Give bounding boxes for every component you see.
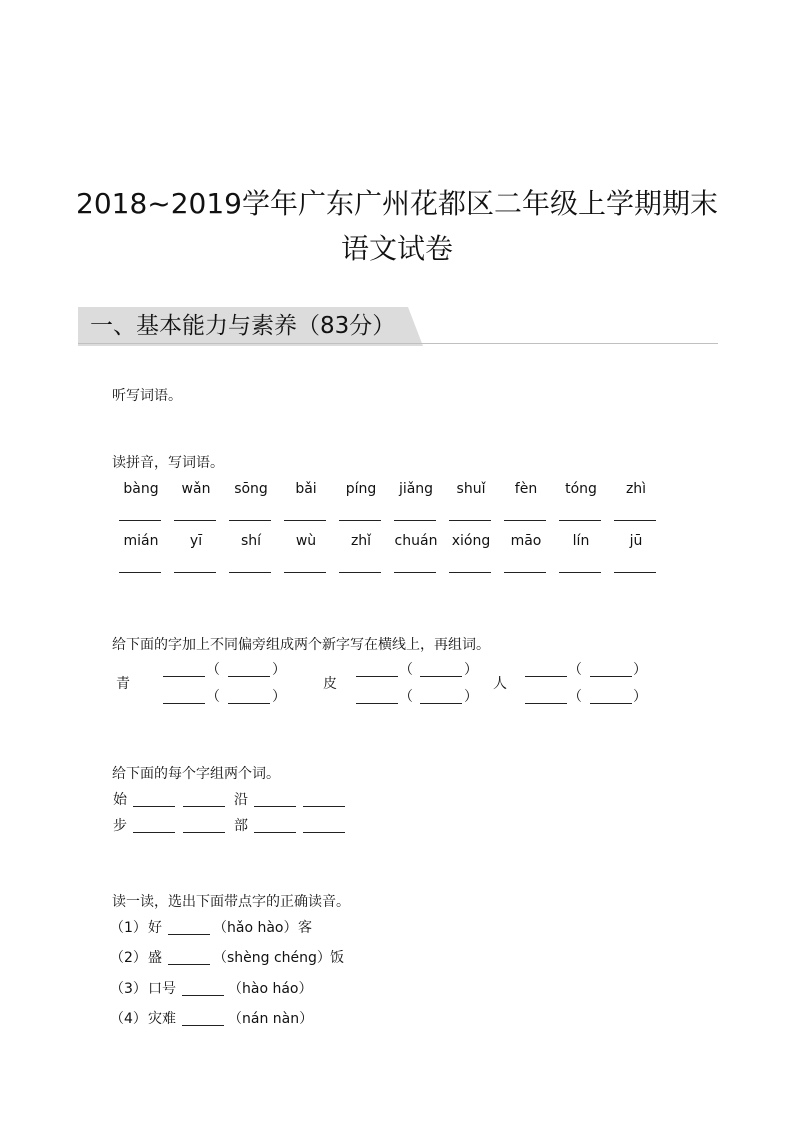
- pinyin-label: shuǐ: [456, 481, 486, 497]
- answer-blank[interactable]: [420, 703, 462, 704]
- pinyin-label: shí: [240, 533, 262, 549]
- answer-blank[interactable]: [394, 520, 436, 521]
- answer-blank[interactable]: [228, 703, 270, 704]
- pinyin-label: zhì: [625, 481, 647, 497]
- pinyin-label: fèn: [514, 481, 538, 497]
- item-tail: 客: [298, 920, 312, 936]
- pinyin-label: jiǎng: [398, 481, 434, 497]
- answer-blanks-row-1: [0, 520, 794, 521]
- paren-open: （: [568, 662, 582, 678]
- answer-blank[interactable]: [356, 703, 398, 704]
- answer-blank[interactable]: [174, 520, 216, 521]
- radical-char: 青: [116, 676, 130, 692]
- answer-blank[interactable]: [394, 572, 436, 573]
- paren-close: ）: [272, 689, 286, 705]
- q5-item-4: [110, 1011, 510, 1029]
- answer-blank[interactable]: [504, 572, 546, 573]
- pinyin-label: lín: [572, 533, 590, 549]
- item-word: 灾难: [148, 1011, 176, 1027]
- answer-blank[interactable]: [168, 934, 210, 935]
- paren-open: （: [399, 689, 413, 705]
- section-header-rule: [78, 343, 718, 344]
- answer-blank[interactable]: [614, 520, 656, 521]
- q5-item-2: [110, 950, 510, 968]
- q3-instruction: 给下面的字加上不同偏旁组成两个新字写在横线上，再组词。: [112, 637, 490, 653]
- pinyin-label: yī: [189, 533, 203, 549]
- answer-blank[interactable]: [163, 676, 205, 677]
- answer-blank[interactable]: [339, 572, 381, 573]
- item-tail: 饭: [330, 950, 344, 966]
- answer-blank[interactable]: [182, 1025, 224, 1026]
- answer-blank[interactable]: [182, 995, 224, 996]
- item-word: 口号: [148, 981, 176, 997]
- item-number: （4）: [110, 1011, 147, 1027]
- answer-blank[interactable]: [133, 806, 175, 807]
- item-number: （1）: [110, 920, 147, 936]
- item-number: （3）: [110, 981, 147, 997]
- q1-instruction: 听写词语。: [112, 388, 182, 404]
- item-number: （2）: [110, 950, 147, 966]
- paren-open: （: [399, 662, 413, 678]
- paren-open: （: [568, 689, 582, 705]
- section-title: 一、基本能力与素养（83分）: [90, 313, 396, 339]
- word-char: 步: [113, 818, 127, 834]
- pinyin-label: bàng: [123, 481, 159, 497]
- answer-blank[interactable]: [525, 703, 567, 704]
- pinyin-label: wǎn: [181, 481, 211, 497]
- item-word: 好: [148, 920, 162, 936]
- answer-blank[interactable]: [174, 572, 216, 573]
- paren-close: ）: [464, 662, 478, 678]
- answer-blank[interactable]: [119, 572, 161, 573]
- pinyin-label: jū: [629, 533, 643, 549]
- answer-blank[interactable]: [614, 572, 656, 573]
- pinyin-label: wù: [295, 533, 317, 549]
- item-options: （hǎo hào）: [213, 920, 298, 936]
- answer-blank[interactable]: [119, 520, 161, 521]
- item-options: （hào háo）: [228, 981, 313, 997]
- answer-blank[interactable]: [229, 572, 271, 573]
- paren-open: （: [206, 662, 220, 678]
- answer-blank[interactable]: [590, 676, 632, 677]
- word-char: 始: [113, 792, 127, 808]
- pinyin-label: xióng: [451, 533, 491, 549]
- pinyin-row-1: [111, 481, 671, 497]
- paren-close: ）: [272, 662, 286, 678]
- answer-blank[interactable]: [339, 520, 381, 521]
- item-options: （shèng chéng）: [213, 950, 331, 966]
- q5-instruction: 读一读，选出下面带点字的正确读音。: [112, 894, 350, 910]
- q2-instruction: 读拼音，写词语。: [112, 455, 224, 471]
- q5-item-3: [110, 981, 510, 999]
- answer-blank[interactable]: [163, 703, 205, 704]
- page-title-line2: 语文试卷: [340, 232, 453, 265]
- pinyin-row-2: [111, 533, 671, 549]
- answer-blank[interactable]: [254, 832, 296, 833]
- pinyin-label: tóng: [565, 481, 597, 497]
- word-char: 部: [234, 818, 248, 834]
- answer-blank[interactable]: [449, 520, 491, 521]
- paren-close: ）: [633, 662, 647, 678]
- answer-blank[interactable]: [590, 703, 632, 704]
- answer-blank[interactable]: [525, 676, 567, 677]
- answer-blank[interactable]: [303, 832, 345, 833]
- radical-char: 人: [493, 676, 507, 692]
- answer-blank[interactable]: [303, 806, 345, 807]
- answer-blank[interactable]: [356, 676, 398, 677]
- pinyin-label: bǎi: [295, 481, 317, 497]
- answer-blank[interactable]: [504, 520, 546, 521]
- pinyin-label: sōng: [234, 481, 268, 497]
- answer-blank[interactable]: [284, 520, 326, 521]
- answer-blank[interactable]: [183, 832, 225, 833]
- answer-blank[interactable]: [420, 676, 462, 677]
- pinyin-label: zhǐ: [350, 533, 372, 549]
- answer-blank[interactable]: [559, 520, 601, 521]
- pinyin-label: mián: [123, 533, 159, 549]
- answer-blank[interactable]: [229, 520, 271, 521]
- pinyin-label: māo: [510, 533, 542, 549]
- q4-instruction: 给下面的每个字组两个词。: [112, 766, 280, 782]
- answer-blank[interactable]: [168, 964, 210, 965]
- answer-blank[interactable]: [254, 806, 296, 807]
- answer-blank[interactable]: [284, 572, 326, 573]
- pinyin-label: píng: [345, 481, 377, 497]
- paren-open: （: [206, 689, 220, 705]
- answer-blank[interactable]: [449, 572, 491, 573]
- page-title-line1: 2018~2019学年广东广州花都区二年级上学期期末: [76, 187, 718, 220]
- answer-blank[interactable]: [133, 832, 175, 833]
- pinyin-label: chuán: [394, 533, 438, 549]
- answer-blank[interactable]: [228, 676, 270, 677]
- answer-blank[interactable]: [183, 806, 225, 807]
- q5-item-1: [110, 920, 510, 938]
- paren-close: ）: [464, 689, 478, 705]
- paren-close: ）: [633, 689, 647, 705]
- answer-blanks-row-2: [0, 572, 794, 573]
- item-word: 盛: [148, 950, 162, 966]
- answer-blank[interactable]: [559, 572, 601, 573]
- item-options: （nán nàn）: [228, 1011, 314, 1027]
- radical-char: 皮: [323, 676, 337, 692]
- word-char: 沿: [234, 792, 248, 808]
